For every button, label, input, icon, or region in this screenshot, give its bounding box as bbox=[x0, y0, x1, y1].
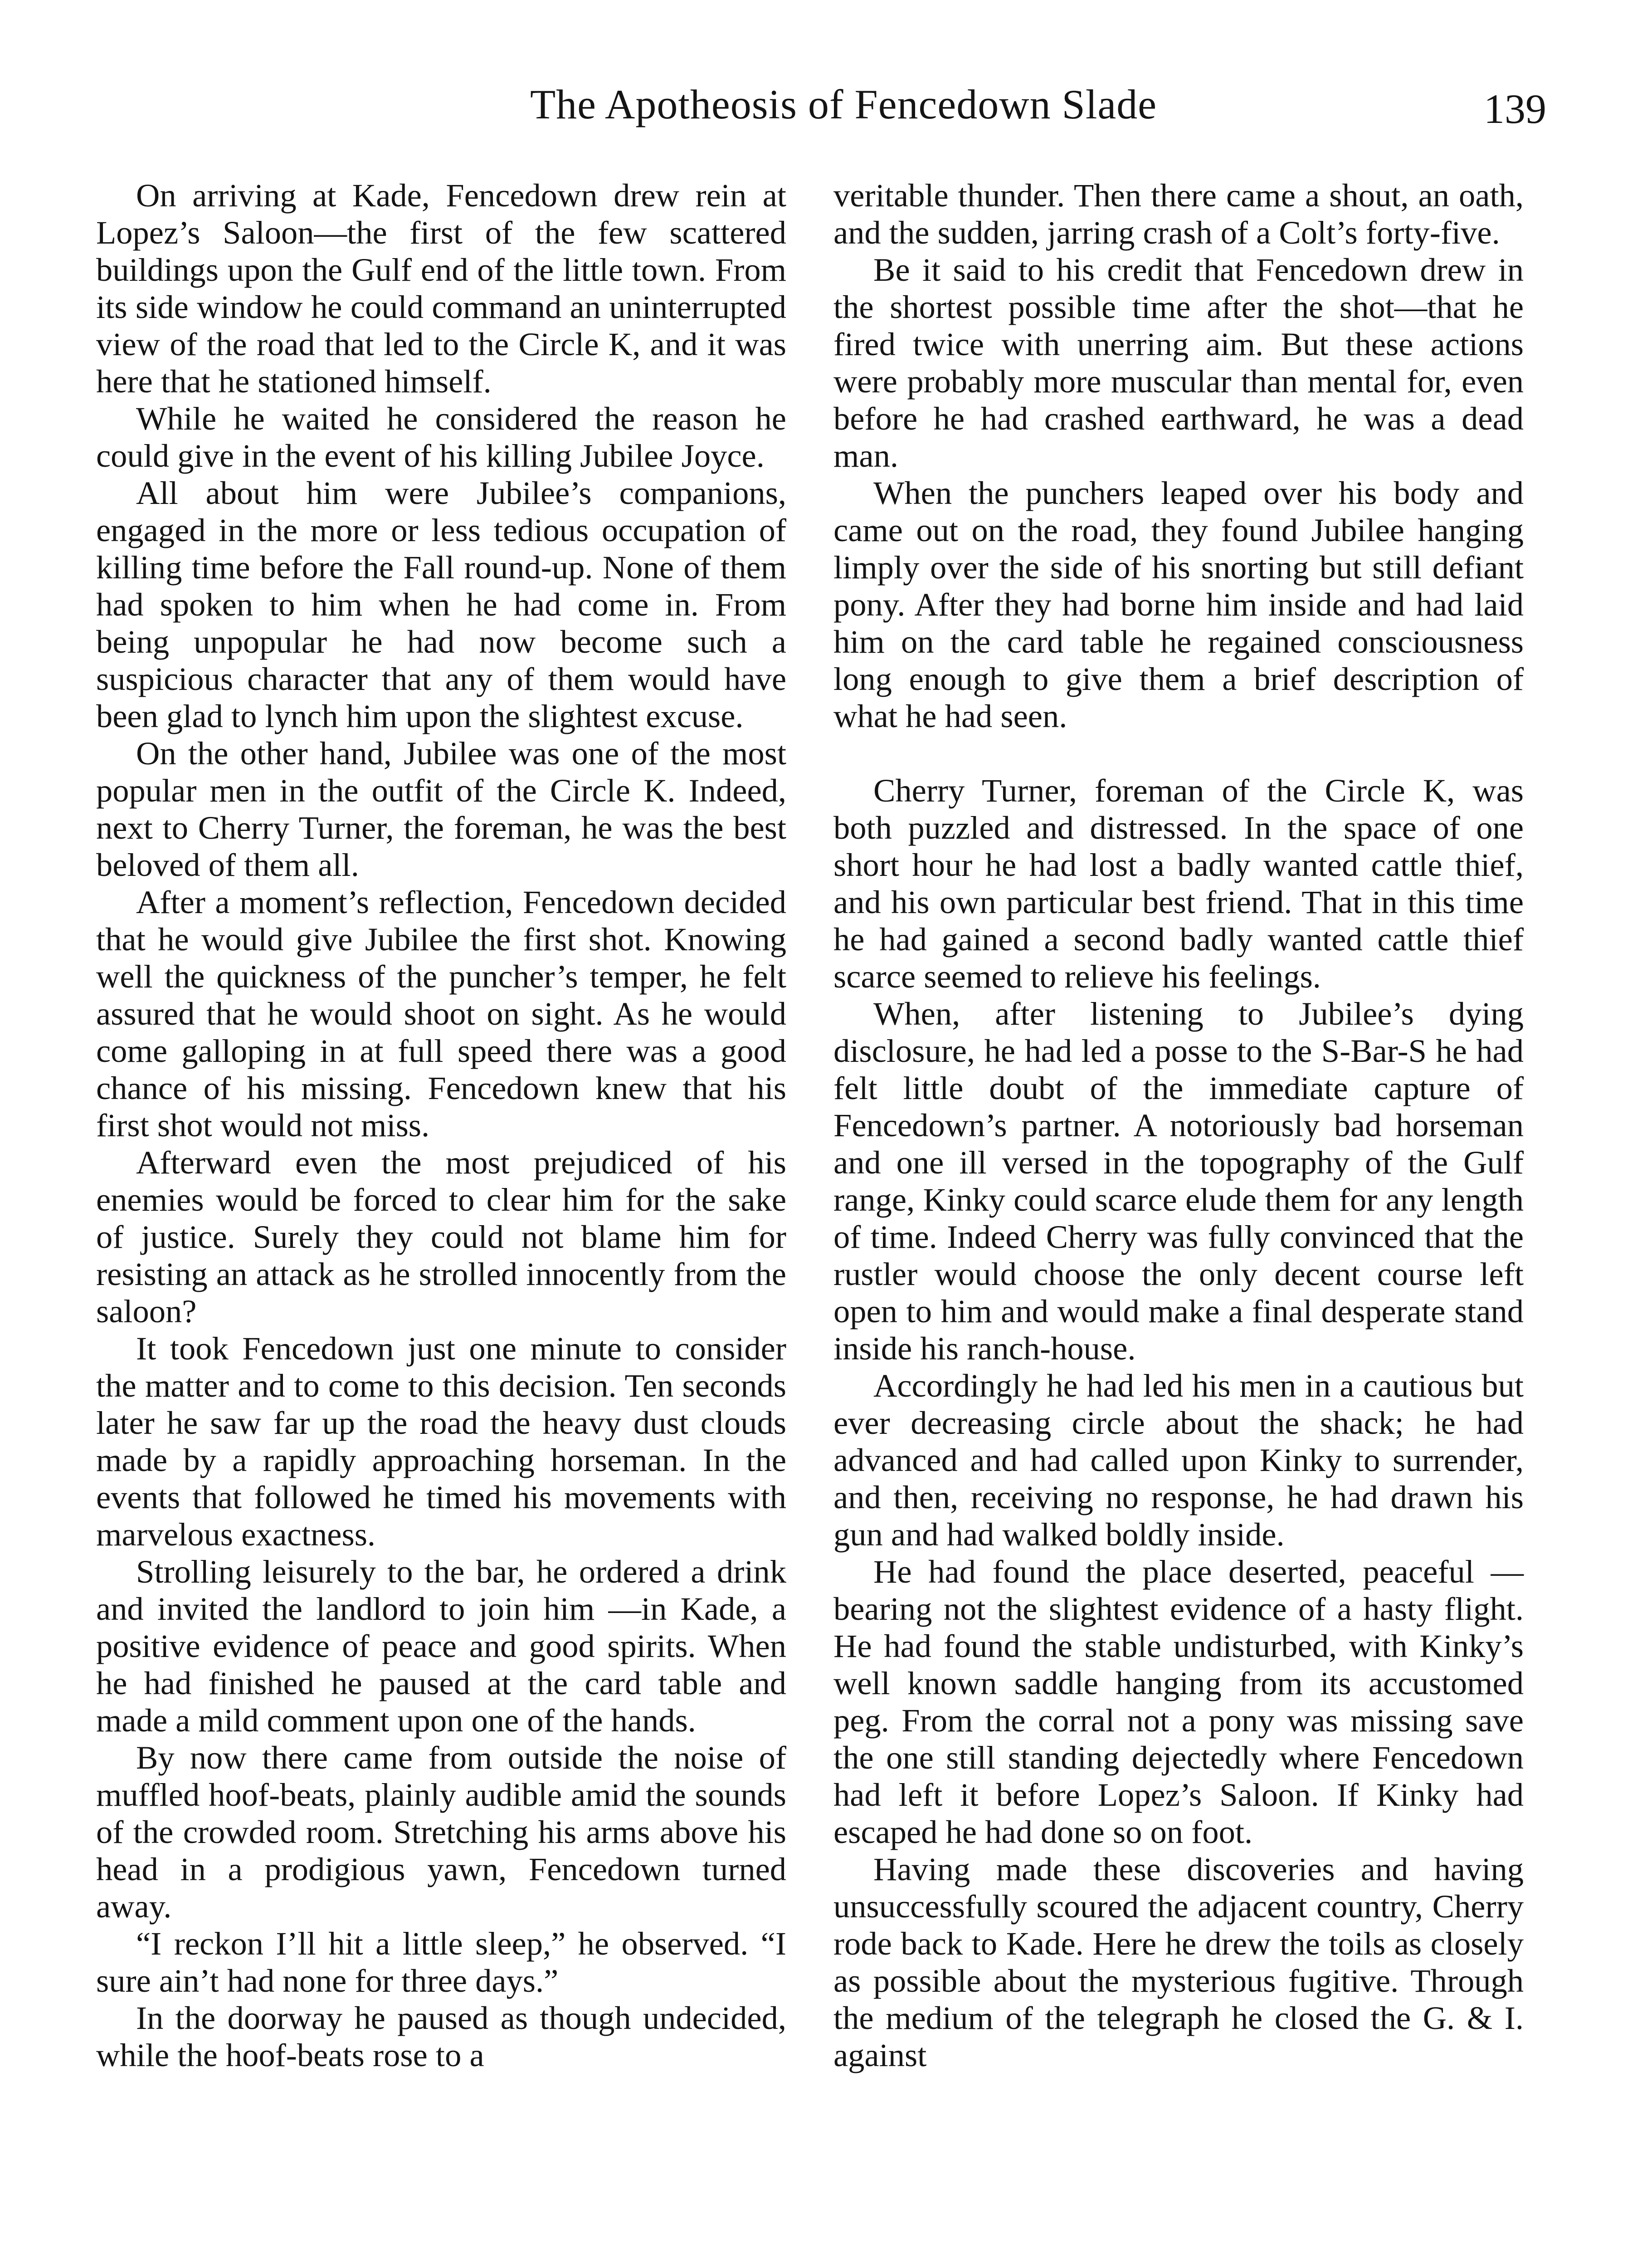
paragraph: In the doorway he paused as though undecided, while the hoof-beats rose to a bbox=[96, 1999, 786, 2073]
right-text-column bbox=[833, 177, 1524, 2074]
paragraph: “I reckon I’ll hit a little sleep,” he observed. “I sure ain’t had none for three days.” bbox=[96, 1925, 786, 1999]
paragraph-section-start: Cherry Turner, foreman of the Circle K, was both puzzled and distressed. In the space of one short hour he had lost a badly wanted cattle thief, and his own particular best friend. That in this time he had gained a second badly wanted cattle thief scarce seemed to relieve his feelings. bbox=[833, 772, 1524, 995]
paragraph: On arriving at Kade, Fencedown drew rein at Lopez’s Saloon—the first of the few scattered buildings upon the Gulf end of the little town. From its side window he could command an uninterrupted view of the road that led to the Circle K, and it was here that he stationed himself. bbox=[96, 177, 786, 400]
left-text-column bbox=[96, 177, 786, 2074]
paragraph: He had found the place deserted, peaceful —bearing not the slightest evidence of a hasty flight. He had found the stable undisturbed, with Kinky’s well known saddle hanging from its accustomed peg. From the corral not a pony was missing save the one still standing dejectedly where Fencedown had left it before Lopez’s Saloon. If Kinky had escaped he had done so on foot. bbox=[833, 1553, 1524, 1850]
running-header-title: The Apotheosis of Fencedown Slade bbox=[530, 81, 1157, 127]
paragraph: Afterward even the most prejudiced of his enemies would be forced to clear him for the sake of justice. Surely they could not blame him for resisting an attack as he strolled innocently from the saloon? bbox=[96, 1144, 786, 1330]
paragraph: While he waited he considered the reason he could give in the event of his killing Jubilee Joyce. bbox=[96, 400, 786, 474]
paragraph: On the other hand, Jubilee was one of the most popular men in the outfit of the Circle K. Indeed, next to Cherry Turner, the foreman, he was the best beloved of them all. bbox=[96, 735, 786, 883]
paragraph: When the punchers leaped over his body and came out on the road, they found Jubilee hanging limply over the side of his snorting but still defiant pony. After they had borne him inside and had laid him on the card table he regained consciousness long enough to give them a brief description of what he had seen. bbox=[833, 474, 1524, 734]
paragraph: All about him were Jubilee’s companions, engaged in the more or less tedious occupation of killing time before the Fall round-up. None of them had spoken to him when he had come in. From being unpopular he had now become such a suspicious character that any of them would have been glad to lynch him upon the slightest excuse. bbox=[96, 474, 786, 734]
paragraph: By now there came from outside the noise of muffled hoof-beats, plainly audible amid the sounds of the crowded room. Stretching his arms above his head in a prodigious yawn, Fencedown turned away. bbox=[96, 1739, 786, 1925]
page-number: 139 bbox=[1484, 86, 1546, 132]
paragraph: When, after listening to Jubilee’s dying disclosure, he had led a posse to the S-Bar-S he had felt little doubt of the immediate capture of Fencedown’s partner. A notoriously bad horseman and one ill versed in the topography of the Gulf range, Kinky could scarce elude them for any length of time. Indeed Cherry was fully convinced that the rustler would choose the only decent course left open to him and would make a final desperate stand inside his ranch-house. bbox=[833, 995, 1524, 1367]
paragraph-continued: veritable thunder. Then there came a shout, an oath, and the sudden, jarring crash of a Colt’s forty-five. bbox=[833, 177, 1524, 251]
paragraph: Be it said to his credit that Fencedown drew in the shortest possible time after the shot—that he fired twice with unerring aim. But these actions were probably more muscular than mental for, even before he had crashed earthward, he was a dead man. bbox=[833, 251, 1524, 474]
paragraph: After a moment’s reflection, Fencedown decided that he would give Jubilee the first shot. Knowing well the quickness of the puncher’s temper, he felt assured that he would shoot on sight. As he would come galloping in at full speed there was a good chance of his missing. Fencedown knew that his first shot would not miss. bbox=[96, 884, 786, 1144]
paragraph: Having made these discoveries and having unsuccessfully scoured the adjacent country, Cherry rode back to Kade. Here he drew the toils as closely as possible about the mysterious fugitive. Through the medium of the telegraph he closed the G. & I. against bbox=[833, 1851, 1524, 2073]
paragraph: Accordingly he had led his men in a cautious but ever decreasing circle about the shack; he had advanced and had called upon Kinky to surrender, and then, receiving no response, he had drawn his gun and had walked boldly inside. bbox=[833, 1367, 1524, 1553]
paragraph: Strolling leisurely to the bar, he ordered a drink and invited the landlord to join him —in Kade, a positive evidence of peace and good spirits. When he had finished he paused at the card table and made a mild comment upon one of the hands. bbox=[96, 1553, 786, 1739]
paragraph: It took Fencedown just one minute to consider the matter and to come to this decision. Ten seconds later he saw far up the road the heavy dust clouds made by a rapidly approaching horseman. In the events that followed he timed his movements with marvelous exactness. bbox=[96, 1330, 786, 1553]
